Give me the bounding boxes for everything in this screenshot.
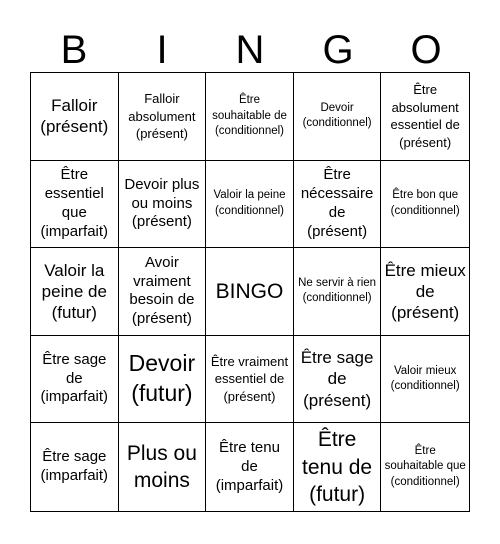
bingo-cell[interactable]: Être essentiel que (imparfait) xyxy=(31,161,119,249)
bingo-header xyxy=(30,26,470,74)
bingo-cell[interactable]: Être souhaitable que (conditionnel) xyxy=(384,444,466,488)
bingo-cell[interactable]: Être sage de (imparfait) xyxy=(31,336,119,424)
bingo-cell[interactable]: Être nécessaire de (présent) xyxy=(294,161,382,249)
header-letter-i: I xyxy=(156,28,168,72)
bingo-cell[interactable]: Devoir plus ou moins (présent) xyxy=(119,161,207,249)
bingo-cell[interactable]: Être sage (imparfait) xyxy=(31,423,119,511)
header-letter-b: B xyxy=(60,28,88,72)
bingo-cell[interactable]: Être vraiment essentiel de (présent) xyxy=(206,336,294,424)
bingo-cell[interactable]: Devoir (conditionnel) xyxy=(294,73,382,161)
bingo-cell[interactable]: Plus ou moins xyxy=(119,423,207,511)
bingo-board xyxy=(30,72,470,512)
bingo-cell[interactable]: Ne servir à rien (conditionnel) xyxy=(294,248,382,336)
bingo-cell[interactable]: Être mieux de (présent) xyxy=(381,248,469,336)
bingo-cell[interactable]: Falloir (présent) xyxy=(31,73,119,161)
bingo-cell[interactable]: Avoir vraiment besoin de (présent) xyxy=(119,248,207,336)
header-letter-g: G xyxy=(322,28,354,72)
bingo-cell[interactable]: Être sage de (présent) xyxy=(294,336,382,424)
bingo-cell[interactable]: Valoir la peine (conditionnel) xyxy=(206,161,294,249)
bingo-cell[interactable]: Valoir la peine de (futur) xyxy=(31,248,119,336)
bingo-cell[interactable]: Être souhaitable de (conditionnel) xyxy=(206,73,294,161)
header-letter-o: O xyxy=(410,28,442,72)
bingo-cell[interactable]: Être tenu de (imparfait) xyxy=(206,423,294,511)
bingo-cell[interactable]: Devoir (futur) xyxy=(119,336,207,424)
bingo-free-cell[interactable]: BINGO xyxy=(206,248,294,336)
bingo-cell[interactable]: Être absolument essentiel de (présent) xyxy=(381,73,469,161)
bingo-cell[interactable]: Valoir mieux (conditionnel) xyxy=(381,336,469,424)
bingo-cell[interactable]: Être tenu de (futur) xyxy=(294,423,382,511)
bingo-cell[interactable]: Falloir absolument (présent) xyxy=(119,73,207,161)
header-letter-n: N xyxy=(235,28,265,72)
bingo-cell[interactable]: Être bon que (conditionnel) xyxy=(381,161,469,249)
